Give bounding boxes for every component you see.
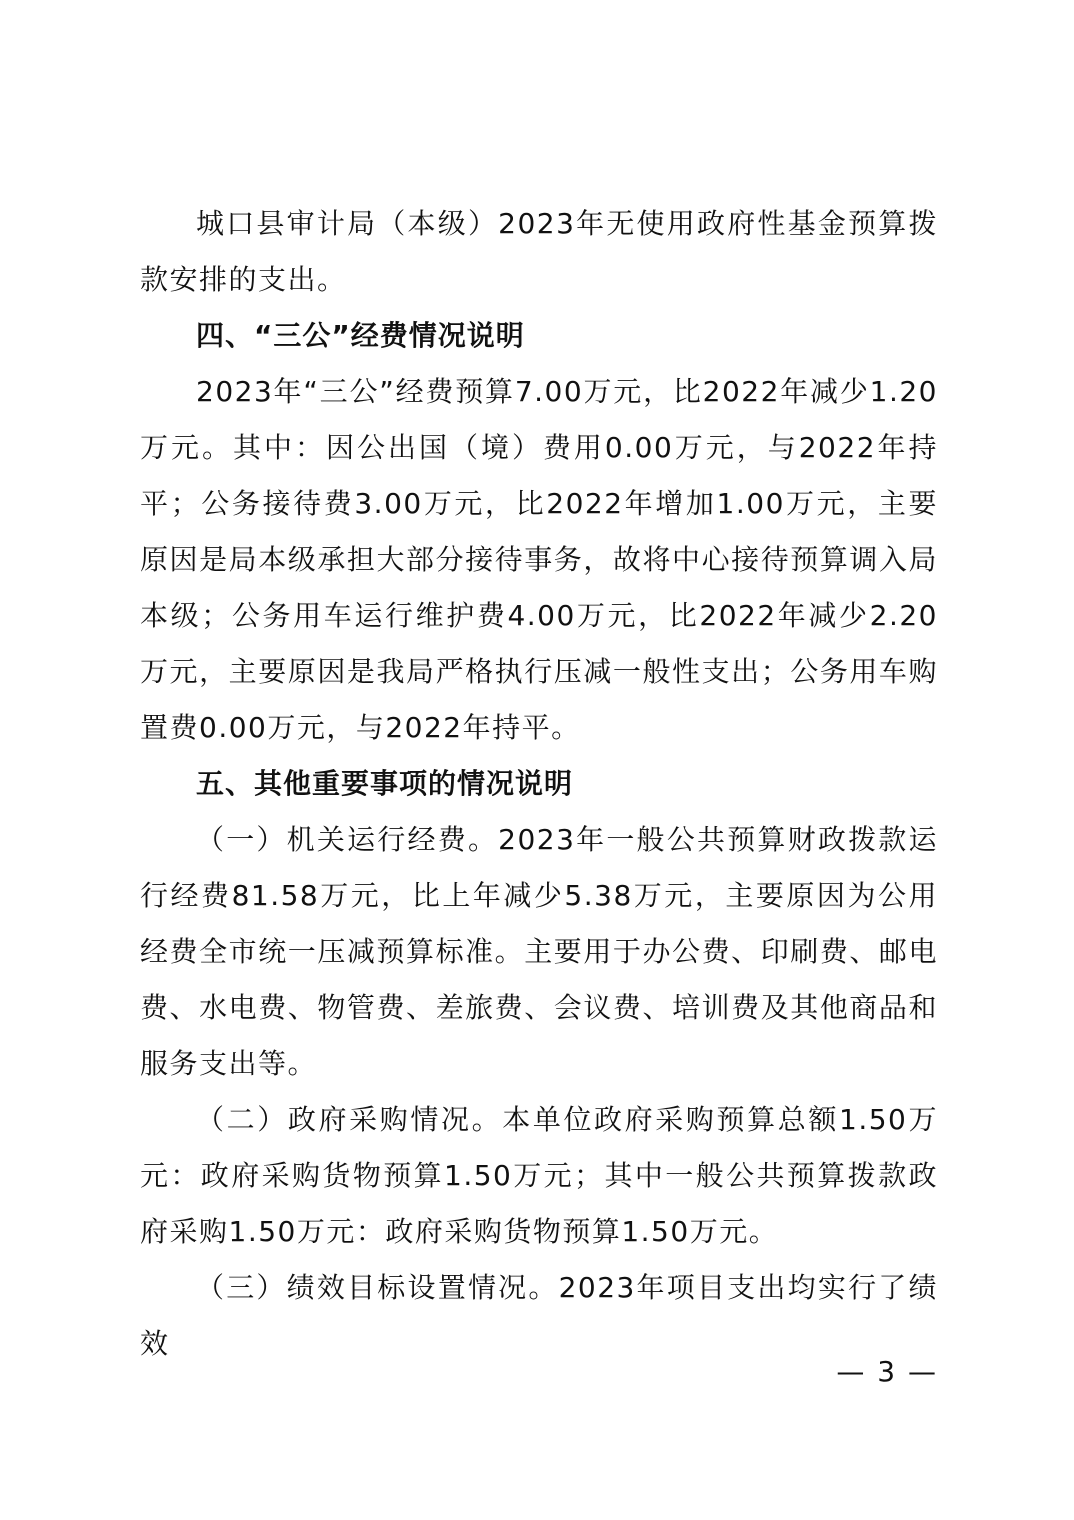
section-heading-three-public: 四、“三公”经费情况说明 xyxy=(196,319,525,352)
paragraph-performance-targets: （三）绩效目标设置情况。2023年项目支出均实行了绩效 xyxy=(140,1271,938,1360)
section-heading-other-matters: 五、其他重要事项的情况说明 xyxy=(196,767,574,800)
paragraph-government-procurement: （二）政府采购情况。本单位政府采购预算总额1.50万元：政府采购货物预算1.50万元；其中一般公共预算拨款政府采购1.50万元：政府采购货物预算1.50万元。 xyxy=(140,1103,938,1248)
paragraph-fund-budget: 城口县审计局（本级）2023年无使用政府性基金预算拨款安排的支出。 xyxy=(140,207,938,296)
paragraph-operating-expenses: （一）机关运行经费。2023年一般公共预算财政拨款运行经费81.58万元，比上年减少5.38万元，主要原因为公用经费全市统一压减预算标准。主要用于办公费、印刷费、邮电费、水电费、物管费、差旅费、会议费、培训费及其他商品和服务支出等。 xyxy=(140,823,938,1080)
document-body xyxy=(140,196,938,1372)
page-number: — 3 — xyxy=(836,1355,938,1388)
paragraph-three-public-expenses: 2023年“三公”经费预算7.00万元，比2022年减少1.20万元。其中：因公出国（境）费用0.00万元，与2022年持平；公务接待费3.00万元，比2022年增加1.00万元，主要原因是局本级承担大部分接待事务，故将中心接待预算调入局本级；公务用车运行维护费4.00万元，比2022年减少2.20万元，主要原因是我局严格执行压减一般性支出；公务用车购置费0.00万元，与2022年持平。 xyxy=(140,375,938,744)
